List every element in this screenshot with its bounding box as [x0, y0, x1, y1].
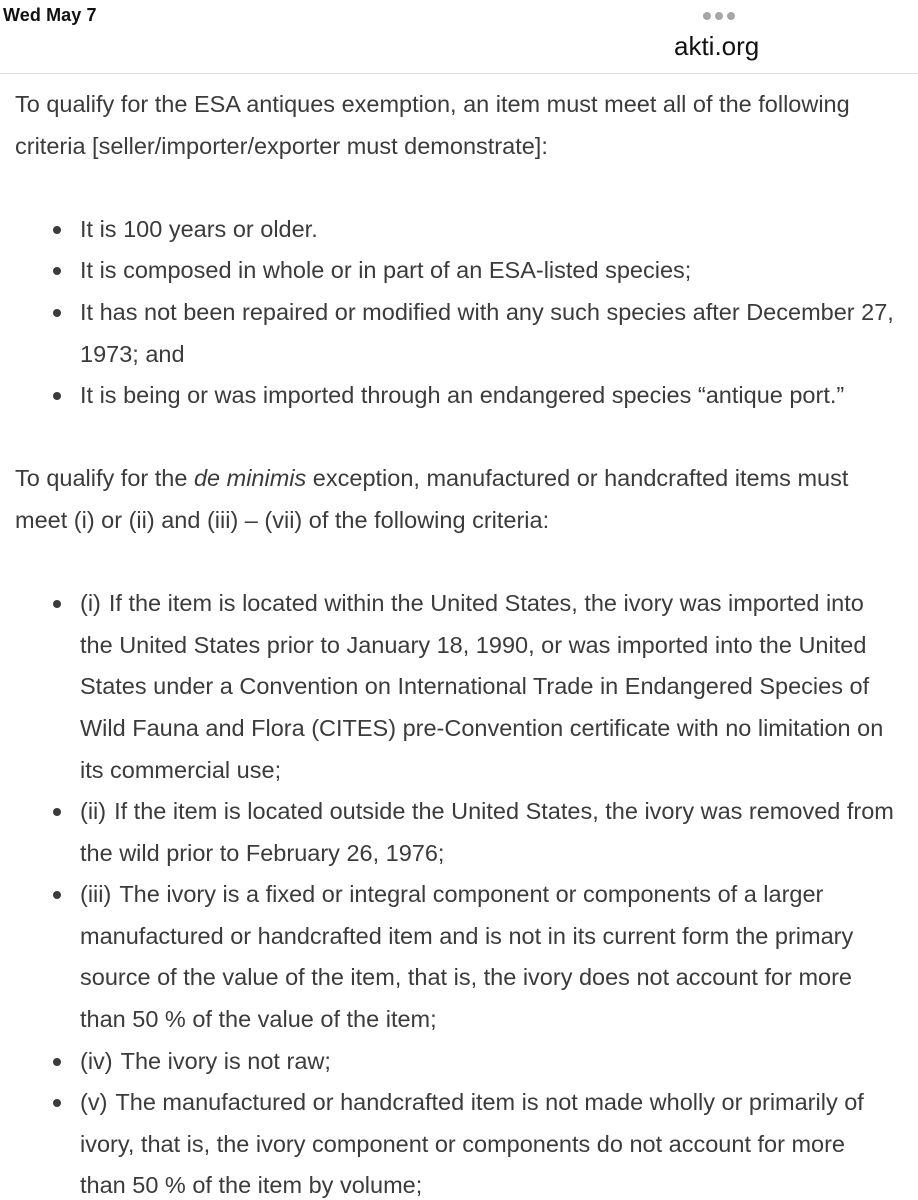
bullet-icon [53, 309, 61, 317]
bullet-icon [53, 1099, 61, 1107]
bullet-icon [53, 226, 61, 234]
list-item-text: It is composed in whole or in part of an ESA-listed species; [80, 257, 692, 284]
criterion-number: (ii) [80, 798, 107, 825]
list-item [15, 583, 895, 791]
bullet-icon [53, 1058, 61, 1066]
bullet-icon [53, 267, 61, 275]
list-item [15, 375, 895, 417]
dot-icon [727, 12, 735, 20]
dot-icon [703, 12, 711, 20]
antiques-criteria-list [15, 209, 895, 417]
status-bar [0, 0, 918, 30]
multitasking-dots-icon[interactable] [703, 12, 735, 20]
list-item [15, 250, 895, 292]
list-item-text: The manufactured or handcrafted item is not made wholly or primarily of ivory, that is, the ivory component or components do not account for more than 50 % of the item by volume; [80, 1089, 864, 1199]
list-item [15, 209, 895, 251]
criterion-number: (iv) [80, 1047, 113, 1074]
de-minimis-intro-after: exception, manufactured or handcrafted items must meet (i) or (ii) and (iii) – (vii) of the following criteria: [15, 465, 849, 533]
page-domain[interactable]: akti.org [674, 31, 760, 61]
list-item-text: It has not been repaired or modified with any such species after December 27, 1973; and [80, 298, 894, 367]
de-minimis-intro [15, 458, 895, 541]
criterion-number: (i) [80, 590, 101, 617]
bullet-icon [53, 808, 61, 816]
de-minimis-intro-before: To qualify for the [15, 465, 194, 492]
list-item [15, 292, 895, 375]
list-item-text: If the item is located outside the United States, the ivory was removed from the wild prior to February 26, 1976; [80, 798, 894, 866]
list-item [15, 874, 895, 1040]
list-item [15, 1082, 895, 1200]
list-item-text: The ivory is a fixed or integral component or components of a larger manufactured or handcrafted item and is not in its current form the primary source of the value of the item, that is, the ivory does not account for more than 50 % of the value of the item; [80, 881, 854, 1033]
de-minimis-term: de minimis [193, 465, 307, 492]
list-item-text: It is being or was imported through an endangered species “antique port.” [80, 382, 845, 409]
list-item [15, 791, 895, 874]
criterion-number: (v) [80, 1089, 108, 1116]
de-minimis-criteria-list [15, 583, 895, 1200]
dot-icon [715, 12, 723, 20]
bullet-icon [53, 891, 61, 899]
address-bar[interactable] [0, 30, 918, 74]
status-date: Wed May 7 [3, 5, 97, 25]
list-item-text: If the item is located within the United States, the ivory was imported into the United States prior to January 18, 1990, or was imported into the United States under a Convention on International Trade in Endangered Species of Wild Fauna and Flora (CITES) pre-Convention certificate with no limitation on its commercial use; [80, 590, 884, 783]
antiques-exemption-intro: To qualify for the ESA antiques exemption, an item must meet all of the following criteria [seller/importer/exporter must demonstrate]: [15, 91, 850, 159]
bullet-icon [53, 600, 61, 608]
criterion-number: (iii) [80, 881, 112, 908]
article-content [15, 84, 895, 1200]
bullet-icon [53, 392, 61, 400]
list-item [15, 1041, 895, 1083]
list-item-text: It is 100 years or older. [80, 215, 318, 242]
list-item-text: The ivory is not raw; [120, 1047, 331, 1074]
